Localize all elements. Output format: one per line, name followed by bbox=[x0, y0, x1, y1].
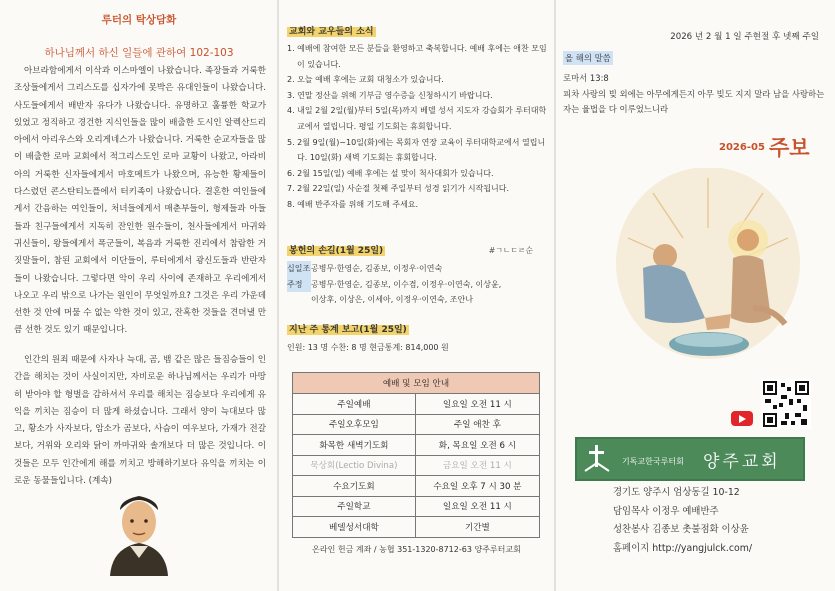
middle-panel bbox=[278, 0, 555, 591]
bulletin-title: 주보 bbox=[769, 135, 810, 160]
paragraph-2: 인간의 원죄 때문에 사자나 늑대, 곰, 뱀 같은 많은 들짐승들이 인간을 해치는 것이 사실이지만, 자비로운 하나님께서는 우리가 마땅히 받아야 할 형벌을 감하셔서 우리를 해치는 짐승보다 우리에게 유익을 끼치는 짐승이 더 많게 하셨습니다. 그래서 양이 늑대보다 많고, 황소가 사자보다, 암소가 곰보다, 사슴이 여우보다, 가재가 전갈보다, 거위와 오리와 닭이 까마귀와 솔개보다 더 많은 것입니다. 이것들은 모두 인간에게 해를 끼치고 방해하기보다 유익을 끼치는 이로운 동물들입니다. (계속) bbox=[14, 355, 266, 487]
schedule-name: 주일오후모임 bbox=[293, 414, 416, 435]
homepage-link[interactable]: 홈페이지 http://yangjulck.com/ bbox=[613, 542, 753, 554]
table-talk-subtitle: 하나님께서 하신 일들에 관하여 102-103 bbox=[44, 47, 234, 59]
qr-code-icon[interactable] bbox=[761, 379, 811, 429]
verse-text: 피차 사랑의 빚 외에는 아무에게든지 아무 빚도 지지 말라 남을 사랑하는 자는 율법을 다 이루었느니라 bbox=[563, 88, 825, 114]
weekly-label: 주정 bbox=[287, 277, 311, 293]
service-line: 성찬봉사 김종보 촛불점화 이상윤 bbox=[613, 524, 749, 536]
schedule-table bbox=[292, 372, 540, 538]
denomination-label: 기독교한국루터회 bbox=[622, 457, 684, 466]
table-row bbox=[293, 476, 540, 497]
church-info bbox=[613, 484, 813, 558]
weekly-names-1: 공병무·한영순, 김종보, 이수겸, 이정우·이연숙, 이상윤, bbox=[311, 279, 502, 289]
schedule-time: 일요일 오전 11 시 bbox=[415, 394, 539, 415]
news-item: 7. 2월 22일(일) 사순절 첫째 주일부터 성경 읽기가 시작됩니다. bbox=[287, 184, 510, 194]
schedule-name: 화목한 새벽기도회 bbox=[293, 435, 416, 456]
church-name: 양주교회 bbox=[703, 452, 781, 472]
paragraph-1: 아브라함에게서 이삭과 이스마엘이 나왔습니다. 족장들과 거룩한 조상들에게서 그리스도를 십자가에 못박은 유대인들이 나왔습니다. 사도들에게서 배반자 유다가 나왔습니다. 유명하고 훌륭한 학교가 있었고 정직하고 경건한 지식인들을 많이 배출한 도시인 알렉산드리아에서 아리우스와 오리게네스가 나왔습니다. 거룩한 순교자들을 많이 배출한 로마 교회에서 적그리스도인 로마 교황이 나왔고, 아라비아의 거룩한 신자들에게서 마호메트가 나왔으며, 유능한 황제들이 다스렸던 콘스탄티노플에서 터키족이 나왔습니다. 결혼한 여인들에게서 간음하는 여인들이, 처녀들에게서 매춘부들이, 형제들과 아들들과 친구들에게서 지독히 잔인한 원수들이, 천사들에게서 마귀와 귀신들이, 왕들에게서 폭군들이, 복음과 거룩한 진리에서 참람한 거짓말들이, 참된 교회에서 이단들이, 루터에게서 광신도들과 반란자들이 나왔습니다. 그렇다면 악이 우리 사이에 존재하고 우리에게서 나오고 우리 밖으로 나가는 원인이 무엇일까요? 그것은 우리 가운데 선한 것 안에 머물 수 없는 악한 것이 있고, 잔혹한 것들을 견뎌낼 만큼 선한 것도 있기 때문입니다. bbox=[14, 66, 266, 336]
schedule-name: 주일학교 bbox=[293, 496, 416, 517]
stats-line: 인원: 13 명 수찬: 8 명 현금통계: 814,000 원 bbox=[287, 343, 449, 352]
verse-ref: 로마서 13:8 bbox=[563, 73, 609, 83]
schedule-title: 예배 및 모임 안내 bbox=[293, 373, 540, 394]
luther-portrait-icon bbox=[100, 488, 178, 576]
cross-icon bbox=[583, 443, 611, 475]
news-list bbox=[287, 41, 549, 213]
schedule-time: 수요일 오후 7 시 30 분 bbox=[415, 476, 539, 497]
issue-number: 2026-05 bbox=[719, 142, 765, 153]
table-talk-title: 루터의 탁상담화 bbox=[101, 14, 177, 26]
schedule-name: 묵상회(Lectio Divina) bbox=[293, 455, 416, 476]
schedule-time: 금요일 오전 11 시 bbox=[415, 455, 539, 476]
table-talk-body bbox=[14, 63, 266, 340]
schedule-time: 일요일 오전 11 시 bbox=[415, 496, 539, 517]
news-item: 8. 예배 반주자를 위해 기도해 주세요. bbox=[287, 199, 419, 209]
offering-list bbox=[287, 261, 549, 308]
offering-sort-note: #ㄱㄴㄷㄹ순 bbox=[488, 246, 533, 255]
schedule-time: 주일 애찬 후 bbox=[415, 414, 539, 435]
verse-tag: 올 해의 말씀 bbox=[565, 53, 611, 63]
pastor-line: 담임목사 이정우 예배반주 bbox=[613, 505, 719, 517]
youtube-icon[interactable] bbox=[731, 411, 753, 426]
verse-block bbox=[563, 71, 827, 118]
news-item: 4. 내일 2월 2일(월)부터 5일(목)까지 베델 성서 지도자 강습회가 루터대학교에서 열립니다. 평일 기도회는 휴회합니다. bbox=[287, 106, 547, 131]
news-item: 3. 연말 정산을 위해 기부금 영수증을 신청하시기 바랍니다. bbox=[287, 90, 493, 100]
tithe-label: 십일조 bbox=[287, 261, 311, 277]
schedule-time: 화, 목요일 오전 6 시 bbox=[415, 435, 539, 456]
news-item: 1. 예배에 참여한 모든 분들을 환영하고 축복합니다. 예배 후에는 애찬 모임이 있습니다. bbox=[287, 44, 547, 69]
online-account: 온라인 헌금 계좌 / 농협 351-1320-8712-63 양주루터교회 bbox=[312, 545, 521, 554]
news-title: 교회와 교우들의 소식 bbox=[289, 27, 374, 37]
weekly-names-2: 이상후, 이상은, 이세아, 이정우·이연숙, 조안나 bbox=[311, 295, 473, 305]
church-banner bbox=[575, 437, 805, 481]
table-row bbox=[293, 435, 540, 456]
news-item: 2. 오늘 예배 후에는 교회 대청소가 있습니다. bbox=[287, 75, 444, 85]
table-row bbox=[293, 517, 540, 538]
news-item: 6. 2월 15일(일) 예배 후에는 설 맞이 척사대회가 있습니다. bbox=[287, 168, 494, 178]
left-panel bbox=[0, 0, 278, 591]
schedule-name: 수요기도회 bbox=[293, 476, 416, 497]
table-row bbox=[293, 455, 540, 476]
bulletin-date: 2026 년 2 월 1 일 주현절 후 넷째 주일 bbox=[670, 32, 819, 42]
foot-washing-illustration bbox=[613, 168, 803, 368]
table-row bbox=[293, 394, 540, 415]
schedule-time: 기간별 bbox=[415, 517, 539, 538]
table-row bbox=[293, 414, 540, 435]
address: 경기도 양주시 엄상동길 10-12 bbox=[613, 487, 740, 498]
offering-title: 봉헌의 손길(1월 25일) bbox=[289, 246, 384, 256]
right-panel bbox=[555, 0, 835, 591]
table-talk-body-2 bbox=[14, 352, 266, 490]
stats-title: 지난 주 통계 보고(1월 25일) bbox=[289, 325, 407, 335]
table-row bbox=[293, 496, 540, 517]
schedule-name: 베델성서대학 bbox=[293, 517, 416, 538]
schedule-name: 주일예배 bbox=[293, 394, 416, 415]
news-item: 5. 2월 9일(월)~10일(화)에는 목회자 연장 교육이 루터대학교에서 열립니다. 10일(화) 새벽 기도회는 휴회합니다. bbox=[287, 137, 546, 163]
tithe-names: 공병무·한영순, 김종보, 이정우·이연숙 bbox=[311, 264, 443, 273]
